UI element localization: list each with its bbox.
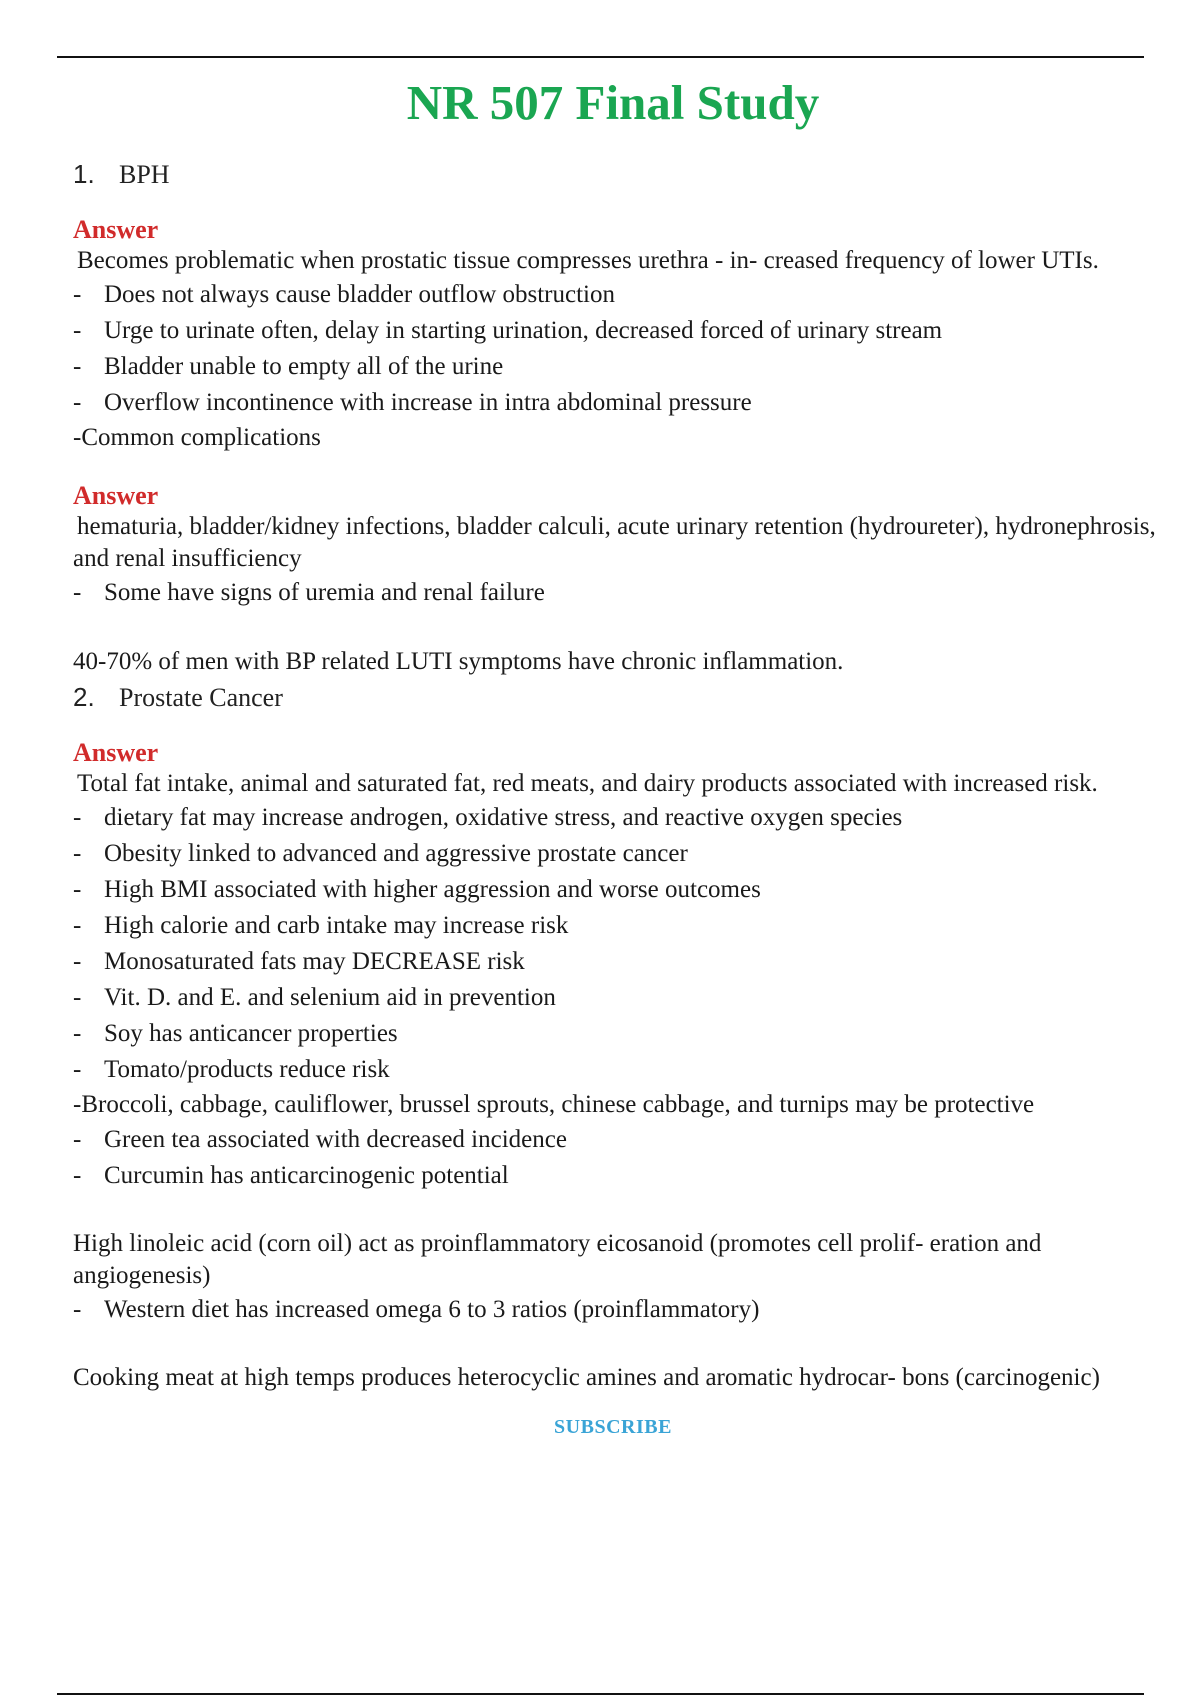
paragraph-text: High linoleic acid (corn oil) act as proinflammatory eicosanoid (promotes cell prolif- eration and angiogenesis) [73,1230,1042,1289]
question-title: BPH [119,160,170,189]
list-item: - Curcumin has anticarcinogenic potential [73,1158,1163,1194]
answer-text: hematuria, bladder/kidney infections, bladder calculi, acute urinary retention (hydroureter), hydronephrosis, and renal insufficiency [73,513,1156,572]
answer-text: Becomes problematic when prostatic tissue compresses urethra - in- creased frequency of lower UTIs. [77,247,1099,274]
list-item: - Western diet has increased omega 6 to 3 ratios (proinflammatory) [73,1292,1163,1328]
list-item: - Urge to urinate often, delay in starting urination, decreased forced of urinary stream [73,313,1163,349]
question-number: 2. [73,682,95,712]
list-item: - Some have signs of uremia and renal failure [73,575,1163,611]
list-item: - Vit. D. and E. and selenium aid in prevention [73,980,1163,1016]
list-item: - Green tea associated with decreased incidence [73,1122,1163,1158]
note-text: 40-70% of men with BP related LUTI symptoms have chronic inflammation. [73,648,844,675]
list-item: - Monosaturated fats may DECREASE risk [73,944,1163,980]
spacer [73,1328,1163,1362]
bottom-rule [57,1693,1144,1695]
list-item: - dietary fat may increase androgen, oxidative stress, and reactive oxygen species [73,800,1163,836]
subscribe-link[interactable]: SUBSCRIBE [554,1416,672,1438]
question-heading [73,156,1163,193]
list-item: - Obesity linked to advanced and aggressive prostate cancer [73,836,1163,872]
answer-text: Total fat intake, animal and saturated fat, red meats, and dairy products associated with increased risk. [77,770,1098,797]
spacer [73,1194,1163,1228]
page-title: NR 507 Final Study [406,75,820,130]
list-item: - Soy has anticancer properties [73,1016,1163,1052]
top-rule [57,56,1144,58]
list-item: - Bladder unable to empty all of the urine [73,349,1163,385]
subheading-text: -Common complications [73,424,321,451]
question-title: Prostate Cancer [119,683,283,712]
document-page [73,70,1163,1439]
question-number: 1. [73,159,95,189]
list-item: - Overflow incontinence with increase in intra abdominal pressure [73,385,1163,421]
list-item: - High calorie and carb intake may increase risk [73,908,1163,944]
answer-label: Answer [73,215,159,244]
list-item: - High BMI associated with higher aggression and worse outcomes [73,872,1163,908]
paragraph-text: Cooking meat at high temps produces heterocyclic amines and aromatic hydrocar- bons (carcinogenic) [73,1364,1100,1391]
answer-label: Answer [73,738,159,767]
list-item: - Does not always cause bladder outflow obstruction [73,277,1163,313]
list-item: - Tomato/products reduce risk [73,1052,1163,1088]
list-item-inline: -Broccoli, cabbage, cauliflower, brussel sprouts, chinese cabbage, and turnips may be protective [73,1091,1035,1118]
answer-label: Answer [73,481,159,510]
spacer [73,611,1163,645]
question-heading [73,679,1163,716]
